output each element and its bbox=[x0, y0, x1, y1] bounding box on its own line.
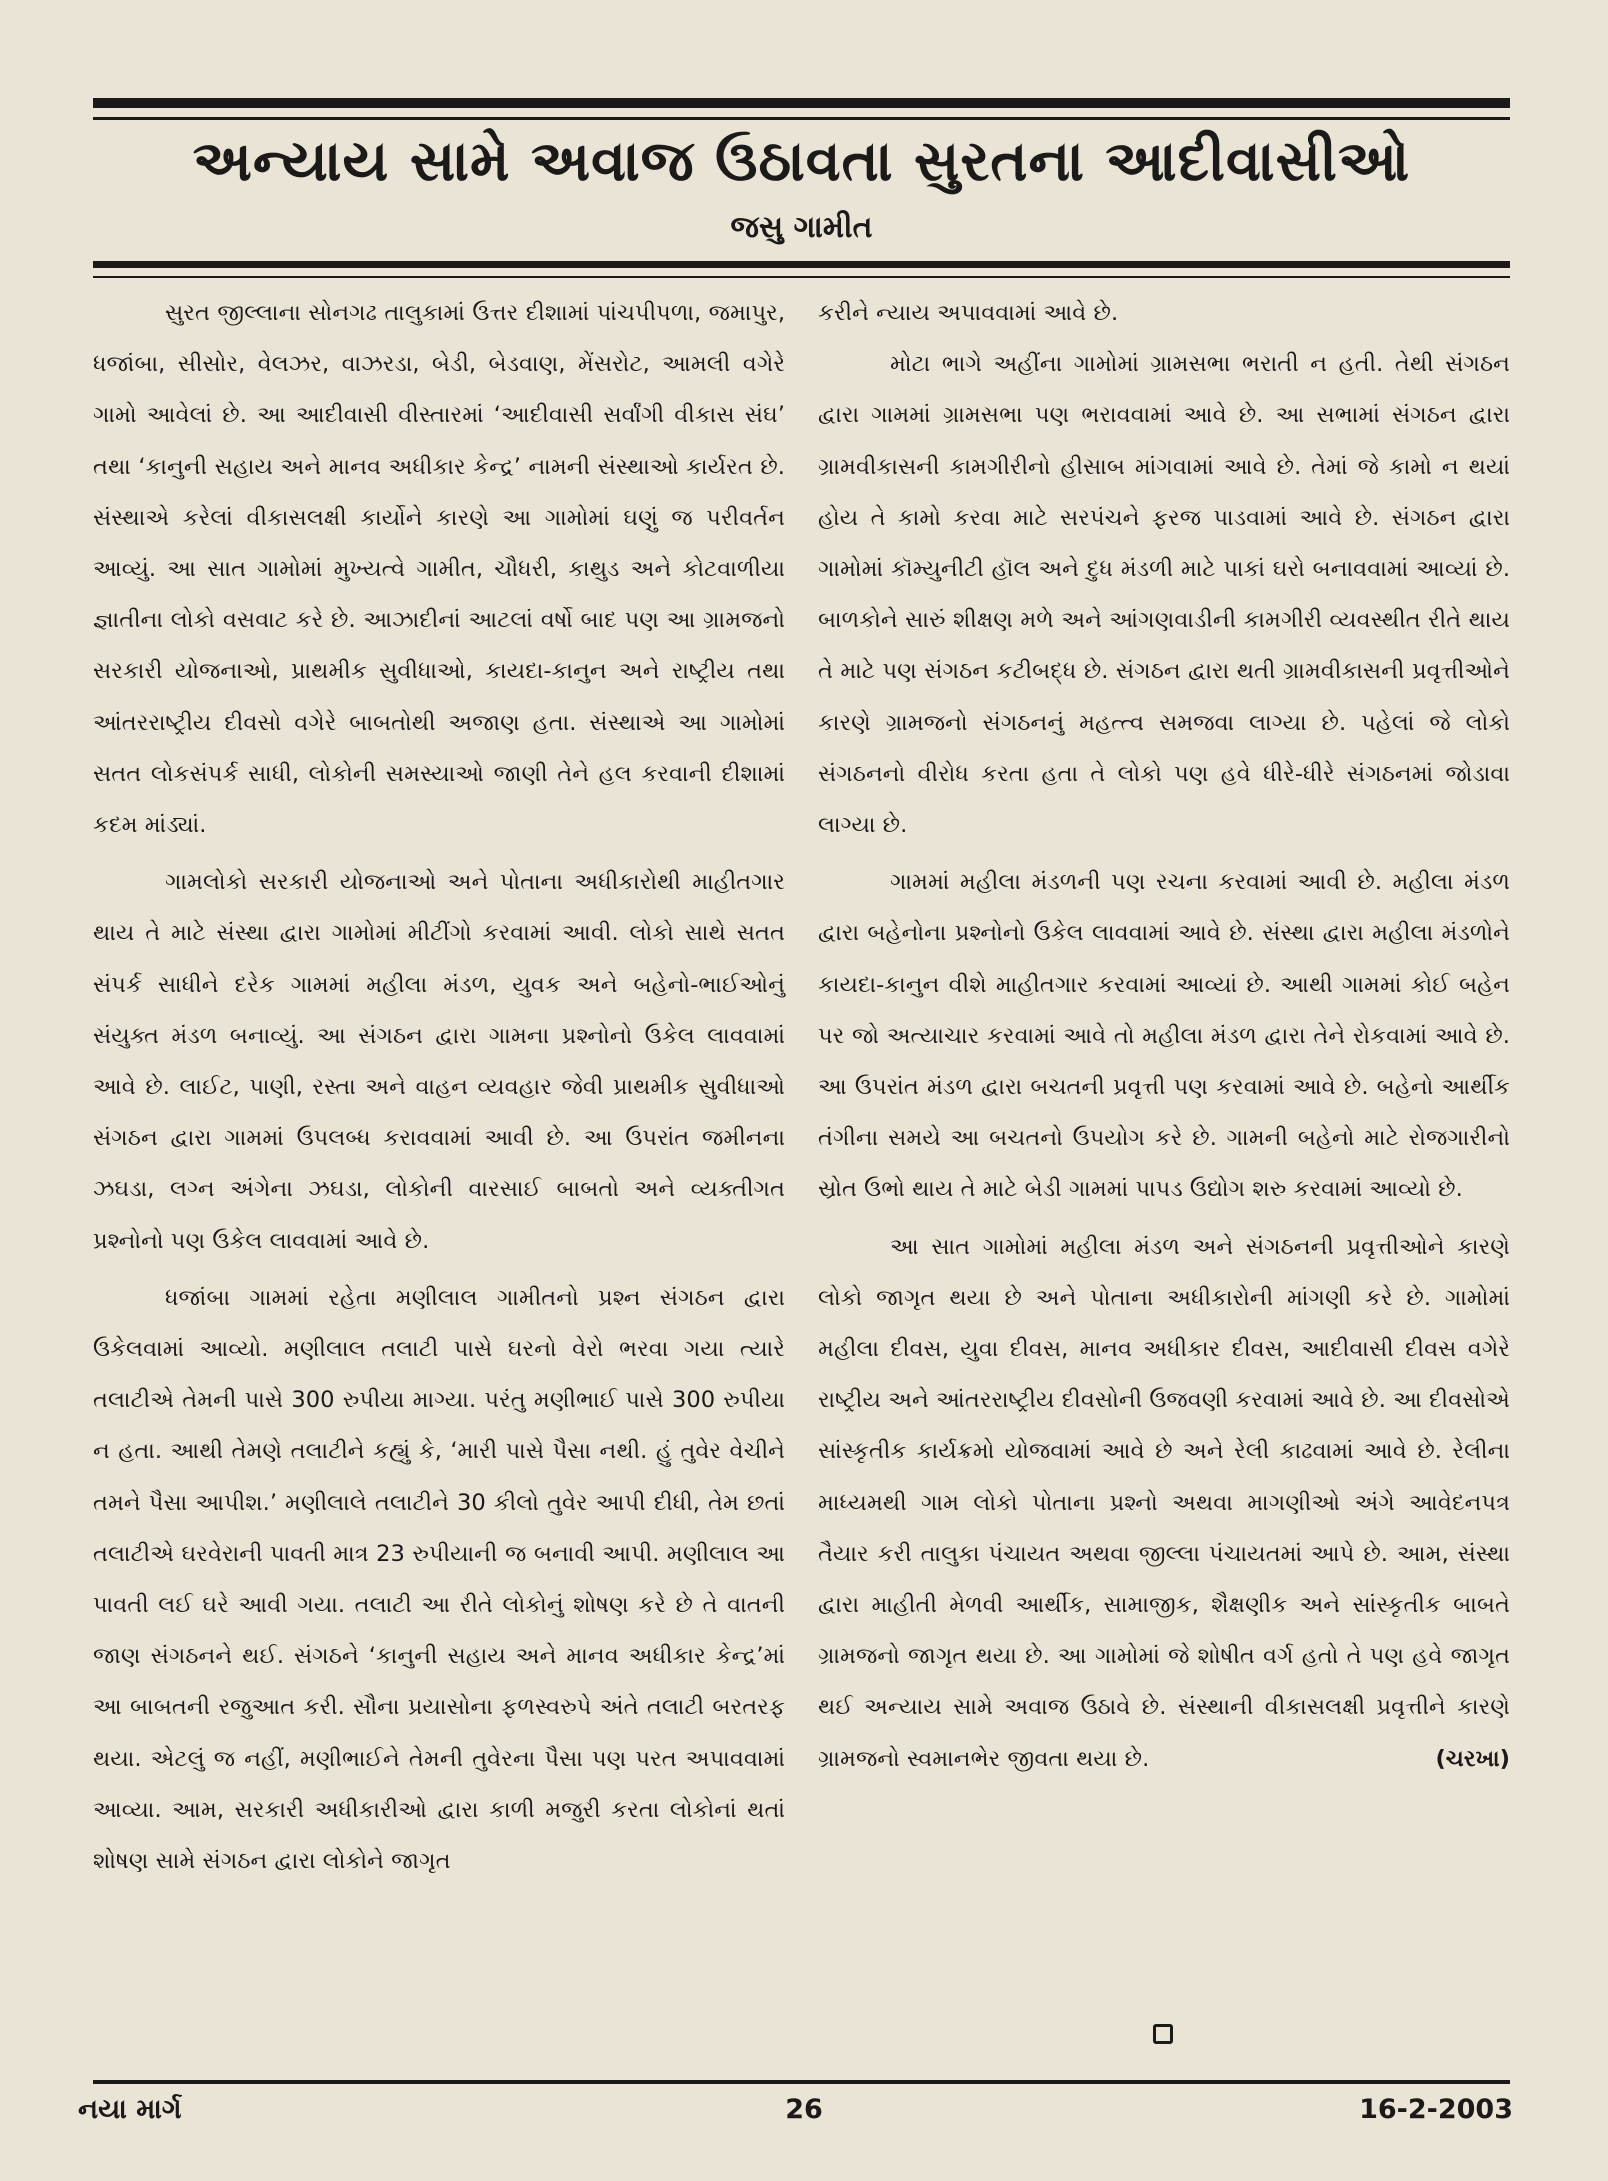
left-column bbox=[93, 288, 785, 1887]
paragraph: ગામલોકો સરકારી યોજનાઓ અને પોતાના અધીકારોથી માહીતગાર થાય તે માટે સંસ્થા દ્વારા ગામોમાં મીટીંગો કરવામાં આવી. લોકો સાથે સતત સંપર્ક સાધીને દરેક ગામમાં મહીલા મંડળ, યુવક અને બહેનો-ભાઈઓનું સંયુક્ત મંડળ બનાવ્યું. આ સંગઠન દ્વારા ગામના પ્રશ્નોનો ઉકેલ લાવવામાં આવે છે. લાઈટ, પાણી, રસ્તા અને વાહન વ્યવહાર જેવી પ્રાથમીક સુવીધાઓ સંગઠન દ્વારા ગામમાં ઉપલબ્ધ કરાવવામાં આવી છે. આ ઉપરાંત જમીનના ઝઘડા, લગ્ન અંગેના ઝઘડા, લોકોની વારસાઈ બાબતો અને વ્યક્તીગત પ્રશ્નોનો પણ ઉકેલ લાવવામાં આવે છે. bbox=[93, 869, 785, 1254]
article-title: અન્યાય સામે અવાજ ઉઠાવતા સુરતના આદીવાસીઓ bbox=[192, 129, 1411, 194]
paragraph: કરીને ન્યાય અપાવવામાં આવે છે. bbox=[818, 300, 1119, 326]
source-credit: (ચરખા) bbox=[1435, 1745, 1510, 1772]
issue-date: 16-2-2003 bbox=[1359, 2094, 1513, 2125]
paragraph: મોટા ભાગે અહીંના ગામોમાં ગ્રામસભા ભરાતી ન હતી. તેથી સંગઠન દ્વારા ગામમાં ગ્રામસભા પણ ભરાવવામાં આવે છે. આ સભામાં સંગઠન દ્વારા ગ્રામવીકાસની કામગીરીનો હીસાબ માંગવામાં આવે છે. તેમાં જે કામો ન થયાં હોય તે કામો કરવા માટે સરપંચને ફરજ પાડવામાં આવે છે. સંગઠન દ્વારા ગામોમાં કૉમ્યુનીટી હૉલ અને દુધ મંડળી માટે પાકાં ઘરો બનાવવામાં આવ્યાં છે. બાળકોને સારું શીક્ષણ મળે અને આંગણવાડીની કામગીરી વ્યવસ્થીત રીતે થાય તે માટે પણ સંગઠન કટીબદ્ધ છે. સંગઠન દ્વારા થતી ગ્રામવીકાસની પ્રવૃત્તીઓને કારણે ગ્રામજનો સંગઠનનું મહત્ત્વ સમજવા લાગ્યા છે. પહેલાં જે લોકો સંગઠનનો વીરોધ કરતા હતા તે લોકો પણ હવે ધીરે-ધીરે સંગઠનમાં જોડાવા લાગ્યા છે. bbox=[818, 351, 1510, 839]
publication-name: નયા માર્ગ bbox=[78, 2094, 182, 2125]
paragraph: ગામમાં મહીલા મંડળની પણ રચના કરવામાં આવી છે. મહીલા મંડળ દ્વારા બહેનોના પ્રશ્નોનો ઉકેલ લાવવામાં આવે છે. સંસ્થા દ્વારા મહીલા મંડળોને કાયદા-કાનુન વીશે માહીતગાર કરવામાં આવ્યાં છે. આથી ગામમાં કોઈ બહેન પર જો અત્યાચાર કરવામાં આવે તો મહીલા મંડળ દ્વારા તેને રોકવામાં આવે છે. આ ઉપરાંત મંડળ દ્વારા બચતની પ્રવૃત્તી પણ કરવામાં આવે છે. બહેનો આર્થીક તંગીના સમયે આ બચતનો ઉપયોગ કરે છે. ગામની બહેનો માટે રોજગારીનો સ્રોત ઉભો થાય તે માટે બેડી ગામમાં પાપડ ઉદ્યોગ શરુ કરવામાં આવ્યો છે. bbox=[818, 869, 1510, 1203]
page-number: 26 bbox=[785, 2094, 823, 2125]
paragraph-text: આ સાત ગામોમાં મહીલા મંડળ અને સંગઠનની પ્રવૃત્તીઓને કારણે લોકો જાગૃત થયા છે અને પોતાના અધીકારોની માંગણી કરે છે. ગામોમાં મહીલા દીવસ, યુવા દીવસ, માનવ અધીકાર દીવસ, આદીવાસી દીવસ વગેરે રાષ્ટ્રીય અને આંતરરાષ્ટ્રીય દીવસોની ઉજવણી કરવામાં આવે છે. આ દીવસોએ સાંસ્કૃતીક કાર્યક્રમો યોજવામાં આવે છે અને રેલી કાઢવામાં આવે છે. રેલીના માધ્યમથી ગામ લોકો પોતાના પ્રશ્નો અથવા માગણીઓ અંગે આવેદનપત્ર તૈયાર કરી તાલુકા પંચાયત અથવા જીલ્લા પંચાયતમાં આપે છે. આમ, સંસ્થા દ્વારા માહીતી મેળવી આર્થીક, સામાજીક, શૈક્ષણીક અને સાંસ્કૃતીક બાબતે ગ્રામજનો જાગૃત થયા છે. આ ગામોમાં જે શોષીત વર્ગ હતો તે પણ હવે જાગૃત થઈ અન્યાય સામે અવાજ ઉઠાવે છે. સંસ્થાની વીકાસલક્ષી પ્રવૃત્તીને કારણે ગ્રામજનો સ્વમાનભેર જીવતા થયા છે. bbox=[818, 1233, 1510, 1772]
footer-rule bbox=[93, 2080, 1510, 2084]
top-rule-thin bbox=[93, 117, 1510, 120]
header-rule-thin bbox=[93, 276, 1510, 278]
right-column bbox=[818, 288, 1510, 1785]
top-rule-thick bbox=[93, 98, 1510, 108]
end-of-article-mark bbox=[1153, 2024, 1173, 2044]
paragraph: સુરત જીલ્લાના સોનગઢ તાલુકામાં ઉત્તર દીશામાં પાંચપીપળા, જમાપુર, ધજાંબા, સીસોર, વેલઝર, વાઝરડા, બેડી, બેડવાણ, મેંસરોટ, આમલી વગેરે ગામો આવેલાં છે. આ આદીવાસી વીસ્તારમાં ‘આદીવાસી સર્વાંગી વીકાસ સંઘ’ તથા ‘કાનુની સહાય અને માનવ અધીકાર કેન્દ્ર’ નામની સંસ્થાઓ કાર્યરત છે. સંસ્થાએ કરેલાં વીકાસલક્ષી કાર્યોને કારણે આ ગામોમાં ઘણું જ પરીવર્તન આવ્યું. આ સાત ગામોમાં મુખ્યત્વે ગામીત, ચૌધરી, કાથુડ અને કોટવાળીયા જ્ઞાતીના લોકો વસવાટ કરે છે. આઝાદીનાં આટલાં વર્ષો બાદ પણ આ ગ્રામજનો સરકારી યોજનાઓ, પ્રાથમીક સુવીધાઓ, કાયદા-કાનુન અને રાષ્ટ્રીય તથા આંતરરાષ્ટ્રીય દીવસો વગેરે બાબતોથી અજાણ હતા. સંસ્થાએ આ ગામોમાં સતત લોકસંપર્ક સાધી, લોકોની સમસ્યાઓ જાણી તેને હલ કરવાની દીશામાં કદમ માંડ્યાં. bbox=[93, 300, 785, 839]
header-rule-thick bbox=[93, 261, 1510, 268]
paragraph bbox=[818, 1222, 1510, 1785]
paragraph: ધજાંબા ગામમાં રહેતા મણીલાલ ગામીતનો પ્રશ્ન સંગઠન દ્વારા ઉકેલવામાં આવ્યો. મણીલાલ તલાટી પાસે ઘરનો વેરો ભરવા ગયા ત્યારે તલાટીએ તેમની પાસે 300 રુપીયા માગ્યા. પરંતુ મણીભાઈ પાસે 300 રુપીયા ન હતા. આથી તેમણે તલાટીને કહ્યું કે, ‘મારી પાસે પૈસા નથી. હું તુવેર વેચીને તમને પૈસા આપીશ.’ મણીલાલે તલાટીને 30 કીલો તુવેર આપી દીધી, તેમ છતાં તલાટીએ ઘરવેરાની પાવતી માત્ર 23 રુપીયાની જ બનાવી આપી. મણીલાલ આ પાવતી લઈ ઘરે આવી ગયા. તલાટી આ રીતે લોકોનું શોષણ કરે છે તે વાતની જાણ સંગઠનને થઈ. સંગઠને ‘કાનુની સહાય અને માનવ અધીકાર કેન્દ્ર’માં આ બાબતની રજુઆત કરી. સૌના પ્રયાસોના ફળસ્વરુપે અંતે તલાટી બરતરફ થયા. એટલું જ નહીં, મણીભાઈને તેમની તુવેરના પૈસા પણ પરત અપાવવામાં આવ્યા. આમ, સરકારી અધીકારીઓ દ્વારા કાળી મજુરી કરતા લોકોનાં થતાં શોષણ સામે સંગઠન દ્વારા લોકોને જાગૃત bbox=[93, 1284, 785, 1875]
article-author: જસુ ગામીત bbox=[730, 210, 873, 245]
